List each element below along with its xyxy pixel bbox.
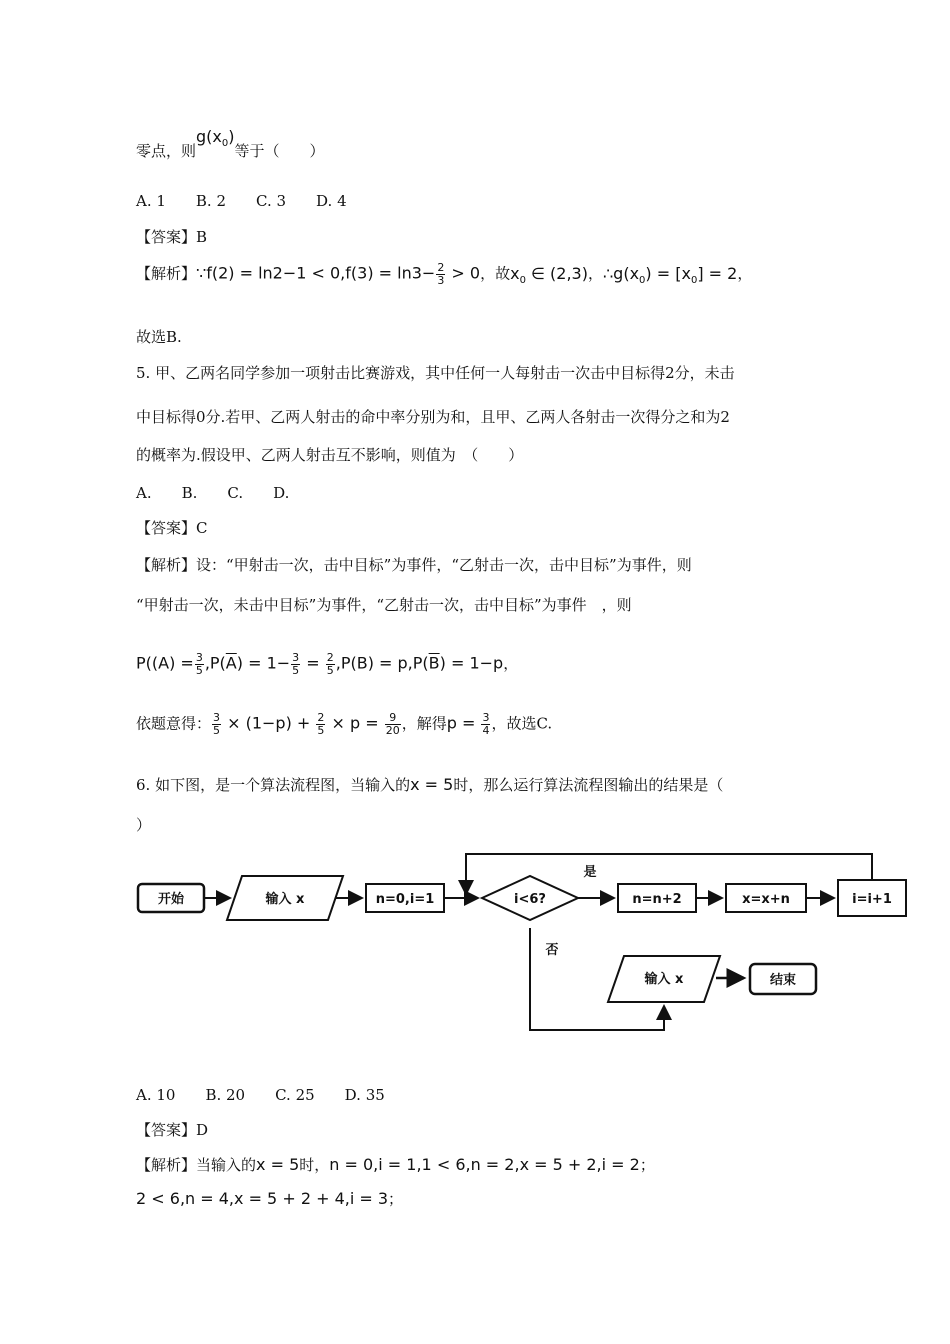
q6-analysis-line1: 【解析】当输入的x = 5时，n = 0,i = 1,1 < 6,n = 2,x = 5 + 2,i = 2； [136, 1155, 655, 1174]
q5-analysis-line2: “甲射击一次，未击中目标”为事件，“乙射击一次，击中目标”为事件 ，则 [136, 596, 632, 614]
q4-stem-prefix: 零点，则 [136, 142, 197, 160]
flow-yes-label: 是 [583, 865, 597, 880]
q5-stem-line3: 的概率为.假设甲、乙两人射击互不影响，则值为 （ ） [136, 446, 524, 464]
q5-stem-line1: 5. 甲、乙两名同学参加一项射击比赛游戏，其中任何一人每射击一次击中目标得2分，未击 [136, 364, 735, 382]
q4-stem [136, 127, 325, 160]
flow-step1-label: n=n+2 [632, 892, 682, 907]
flow-init-label: n=0,i=1 [375, 892, 435, 907]
q5-analysis-line1: 【解析】设：“甲射击一次，击中目标”为事件，“乙射击一次，击中目标”为事件，则 [136, 556, 692, 574]
flow-step2-label: x=x+n [742, 892, 790, 907]
q5-solution: 依题意得： $\frac{3}{5}$ × (1−p) + $\frac{2}{5}$ × p = $\frac{9}{20}$ ，解得p = $\frac{3}{4}$ ，故选C. [136, 711, 553, 737]
q4-stem-suffix: 等于（ ） [234, 142, 325, 160]
q5-answer: 【答案】C [136, 519, 208, 537]
flow-condition-label: i<6? [514, 892, 546, 907]
flow-output-label: 输入 x [644, 972, 684, 987]
q5-options: A. B. C. D. [136, 484, 290, 502]
q4-stem-math: $g(x_0)$ [196, 127, 235, 150]
flow-step3-label: i=i+1 [852, 892, 892, 907]
q6-stem-line1: 6. 如下图，是一个算法流程图，当输入的x = 5时，那么运行算法流程图输出的结果是（ [136, 775, 724, 794]
q6-answer: 【答案】D [136, 1121, 209, 1139]
q4-answer: 【答案】B [136, 228, 208, 246]
q6-options: A. 10 B. 20 C. 25 D. 35 [136, 1086, 385, 1104]
q6-stem-line2: ） [136, 816, 152, 834]
q4-analysis: 【解析】∵f(2) = ln2−1 < 0,f(3) = ln3− $\frac{2}{3}$ > 0，故$x_0$ ∈ (2,3)，$\therefore g(x_0) = [x_0] = 2$， [136, 261, 753, 287]
flow-input-label: 输入 x [265, 892, 305, 907]
flow-start-label: 开始 [157, 892, 185, 907]
flow-no-label: 否 [545, 943, 559, 958]
q6-analysis-line2: 2 < 6,n = 4,x = 5 + 2 + 4,i = 3； [136, 1189, 404, 1208]
flow-end-label: 结束 [769, 973, 797, 988]
flowchart [130, 848, 920, 1038]
q4-options: A. 1 B. 2 C. 3 D. 4 [136, 192, 347, 210]
q5-stem-line2: 中目标得0分.若甲、乙两人射击的命中率分别为和，且甲、乙两人各射击一次得分之和为2 [136, 408, 730, 426]
q4-conclusion: 故选B. [136, 328, 182, 346]
q5-probabilities: P((A) = $\frac{3}{5}$ $,P(\overline{A}) = 1-$ $\frac{3}{5}$ = $\frac{2}{5}$ $,P(B) = p,P(\overline{B}) = 1-p$， [136, 651, 519, 677]
